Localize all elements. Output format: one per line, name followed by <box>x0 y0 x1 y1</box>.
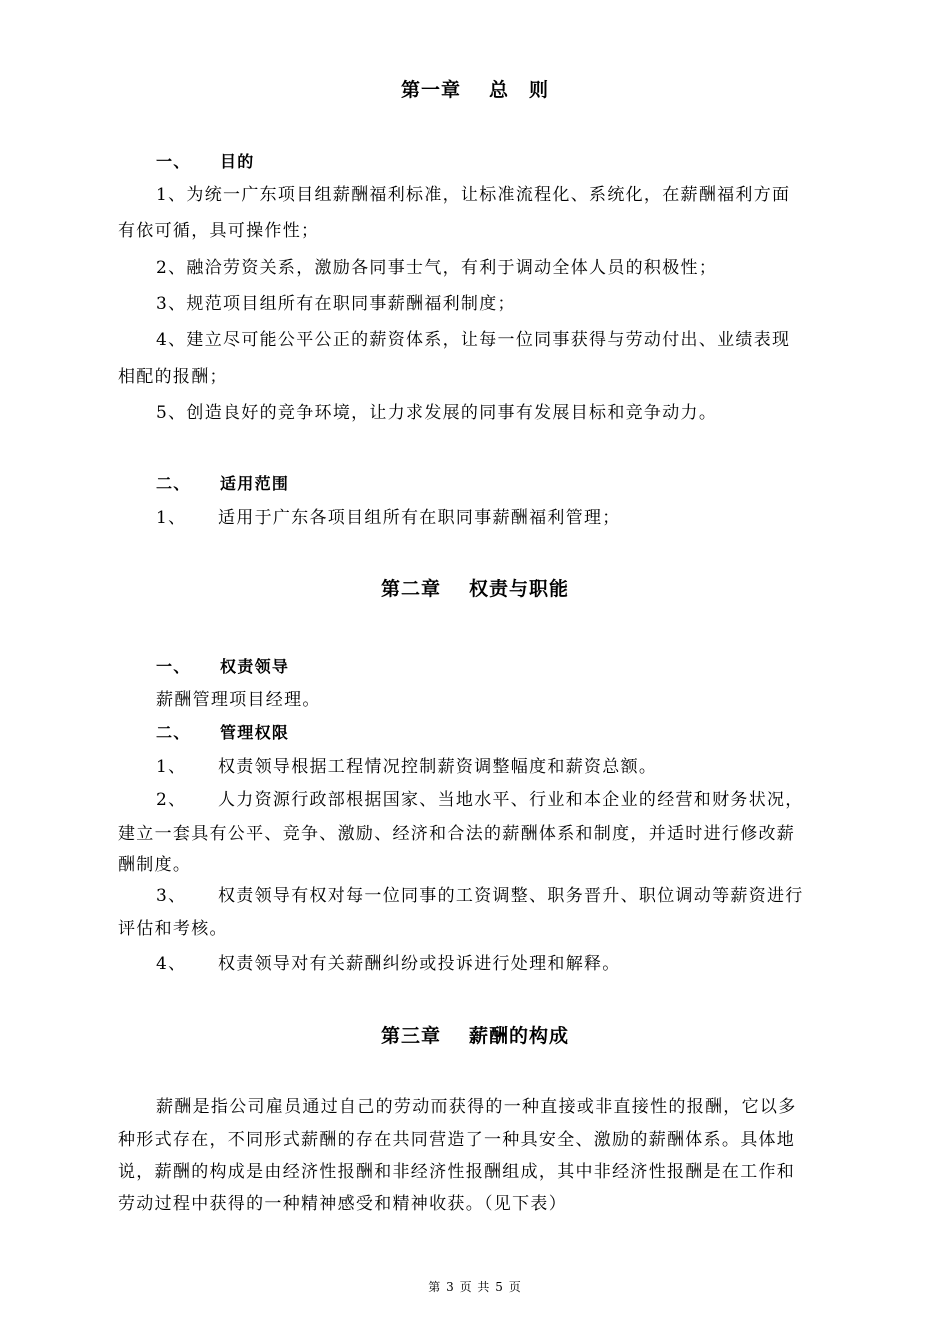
ch3-para-line-2: 种形式存在，不同形式薪酬的存在共同营造了一种具安全、激励的薪酬体系。具体地 <box>118 1130 796 1150</box>
section-heading-leader: 一、 权责领导 <box>156 657 290 676</box>
chapter-2-heading: 第二章 权责与职能 <box>380 578 570 600</box>
section-heading-scope: 二、 适用范围 <box>156 474 290 493</box>
ch3-para-line-3: 说，薪酬的构成是由经济性报酬和非经济性报酬组成，其中非经济性报酬是在工作和 <box>118 1162 796 1182</box>
authority-item-2-cont: 建立一套具有公平、竞争、激励、经济和合法的薪酬体系和制度，并适时进行修改薪 <box>118 824 796 844</box>
purpose-item-2: 2、融洽劳资关系，激励各同事士气，有利于调动全体人员的积极性； <box>156 258 718 278</box>
authority-item-3: 3、 权责领导有权对每一位同事的工资调整、职务晋升、职位调动等薪资进行 <box>156 886 804 906</box>
ch3-para-line-4: 劳动过程中获得的一种精神感受和精神收获。（见下表） <box>118 1194 567 1214</box>
purpose-item-4: 4、建立尽可能公平公正的薪资体系，让每一位同事获得与劳动付出、业绩表现 <box>156 330 791 350</box>
authority-item-3-cont: 评估和考核。 <box>118 919 228 939</box>
page-number: 3 <box>446 1280 455 1294</box>
chapter-1-heading: 第一章 总 则 <box>400 79 550 101</box>
authority-item-1: 1、 权责领导根据工程情况控制薪资调整幅度和薪资总额。 <box>156 757 658 777</box>
section-heading-purpose: 一、 目的 <box>156 152 255 171</box>
purpose-item-1-cont: 有依可循，具可操作性； <box>118 221 320 241</box>
chapter-3-heading: 第三章 薪酬的构成 <box>380 1025 570 1047</box>
authority-item-2-cont2: 酬制度。 <box>118 855 192 875</box>
page-total: 5 <box>495 1280 504 1294</box>
authority-item-2: 2、 人力资源行政部根据国家、当地水平、行业和本企业的经营和财务状况， <box>156 790 804 810</box>
page-footer: 第 3 页 共 5 页 <box>428 1280 522 1294</box>
purpose-item-1: 1、为统一广东项目组薪酬福利标准，让标准流程化、系统化，在薪酬福利方面 <box>156 185 791 205</box>
purpose-item-3: 3、规范项目组所有在职同事薪酬福利制度； <box>156 294 516 314</box>
purpose-item-4-cont: 相配的报酬； <box>118 367 228 387</box>
ch3-para-line-1: 薪酬是指公司雇员通过自己的劳动而获得的一种直接或非直接性的报酬，它以多 <box>156 1097 797 1117</box>
scope-item-1: 1、 适用于广东各项目组所有在职同事薪酬福利管理； <box>156 508 621 528</box>
section-heading-authority: 二、 管理权限 <box>156 723 290 742</box>
purpose-item-5: 5、创造良好的竞争环境，让力求发展的同事有发展目标和竞争动力。 <box>156 403 718 423</box>
leader-text: 薪酬管理项目经理。 <box>156 690 321 710</box>
authority-item-4: 4、 权责领导对有关薪酬纠纷或投诉进行处理和解释。 <box>156 954 621 974</box>
